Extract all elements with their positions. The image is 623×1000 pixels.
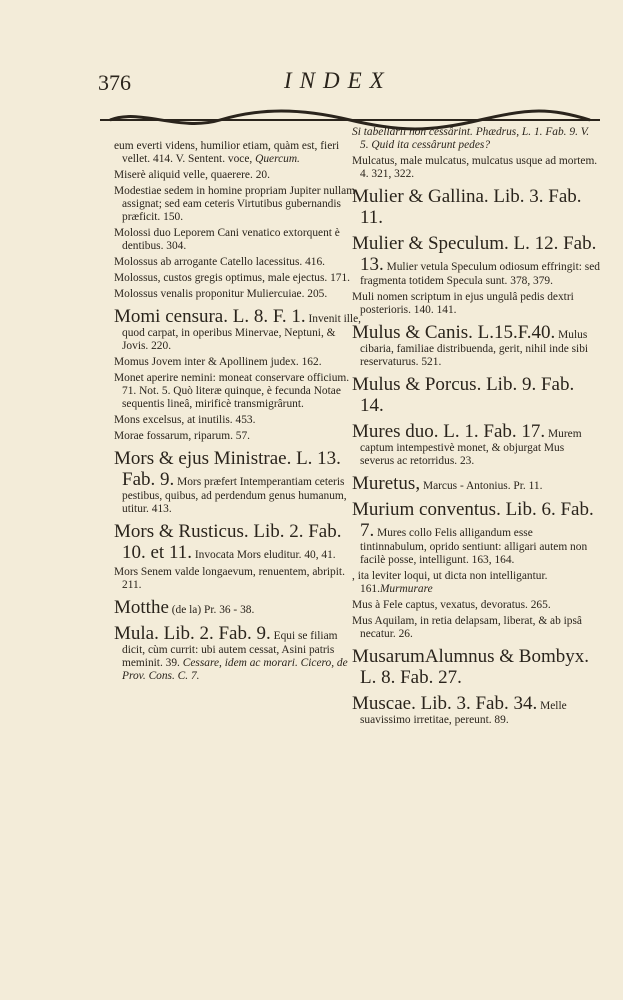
index-entry bbox=[352, 374, 600, 416]
index-entry bbox=[352, 473, 600, 494]
index-entry bbox=[114, 430, 362, 443]
entry-text: Muli nomen scriptum in ejus ungulâ pedis dextri posterioris. 140. 141. bbox=[352, 291, 574, 316]
entry-text: Mors præfert Intemperantiam ceteris pestibus, quibus, ad perdendum genus humanum, utitur. 413. bbox=[122, 476, 347, 515]
right-column bbox=[352, 126, 600, 730]
entry-italic: Cessare, idem ac morari. Cicero, de Prov. Cons. C. 7. bbox=[122, 657, 348, 682]
index-entry bbox=[352, 126, 600, 152]
index-entry bbox=[114, 597, 362, 618]
entry-text: , ita leviter loqui, ut dicta non intelligantur. 161. bbox=[352, 570, 548, 595]
entry-text: Mulcatus, male mulcatus, mulcatus usque ad mortem. 4. 321, 322. bbox=[352, 155, 598, 180]
entry-text: Mons excelsus, at inutilis. 453. bbox=[114, 414, 256, 426]
index-entry bbox=[352, 615, 600, 641]
entry-heading: Murium conventus. Lib. 6. Fab. 7. bbox=[352, 499, 594, 541]
index-entry bbox=[352, 599, 600, 612]
index-entry bbox=[352, 291, 600, 317]
left-column bbox=[114, 140, 362, 686]
index-entry bbox=[114, 169, 362, 182]
entry-text: Molossi duo Leporem Cani venatico extorquent è dentibus. 304. bbox=[114, 227, 340, 252]
entry-heading: Motthe bbox=[114, 597, 169, 618]
entry-text: Mures collo Felis alligandum esse tintinnabulum, oprido sentiunt: alligari autem non facilè posse, intelligunt. 163, 164. bbox=[360, 527, 588, 566]
index-entry bbox=[114, 227, 362, 253]
index-entry bbox=[114, 414, 362, 427]
entry-heading: Mulier & Gallina. Lib. 3. Fab. 11. bbox=[352, 186, 582, 228]
entry-heading: Mors & Rusticus. Lib. 2. Fab. 10. et 11. bbox=[114, 521, 342, 563]
entry-text: Mus Aquilam, in retia delapsam, liberat, & ab ipsâ necatur. 26. bbox=[352, 615, 582, 640]
index-entry bbox=[114, 140, 362, 166]
running-head: INDEX bbox=[284, 68, 392, 93]
entry-text: Marcus - Antonius. Pr. 11. bbox=[422, 480, 543, 492]
entry-italic: Murmurare bbox=[379, 583, 433, 595]
entry-heading: Mula. Lib. 2. Fab. 9. bbox=[114, 623, 271, 644]
entry-text: Miserè aliquid velle, quaerere. 20. bbox=[114, 169, 270, 181]
index-entry bbox=[352, 646, 600, 688]
entry-heading: Mors & ejus Ministrae. L. 13. Fab. 9. bbox=[114, 448, 341, 490]
index-entry bbox=[114, 372, 362, 411]
entry-text: Monet aperire nemini: moneat conservare officium. 71. Not. 5. Quò literæ quinque, è fecunda Notae sequentis lineâ, mirificè transmigrârunt. bbox=[114, 372, 350, 410]
entry-text: Murem captum intempestivè monet, & objurgat Mus severus ac retorridus. 23. bbox=[360, 428, 582, 467]
index-entry bbox=[352, 570, 600, 596]
index-entry bbox=[114, 448, 362, 516]
index-entry bbox=[352, 421, 600, 468]
entry-text: Mors Senem valde longaevum, renuentem, abripit. 211. bbox=[114, 566, 345, 591]
entry-text: Mulier vetula Speculum odiosum effringit: sed fragmenta totidem Specula sunt. 378, 379. bbox=[360, 261, 600, 287]
index-entry bbox=[114, 521, 362, 563]
index-entry bbox=[114, 306, 362, 353]
index-entry bbox=[352, 693, 600, 727]
index-entry bbox=[114, 566, 362, 592]
index-entry bbox=[352, 499, 600, 567]
index-entry bbox=[114, 272, 362, 285]
entry-heading: Mulier & Speculum. L. 12. Fab. 13. bbox=[352, 233, 597, 275]
entry-italic: Quercum. bbox=[255, 153, 300, 165]
entry-text: Invocata Mors eluditur. 40, 41. bbox=[194, 549, 336, 561]
index-entry bbox=[352, 233, 600, 288]
index-entry bbox=[352, 322, 600, 369]
entry-text: Mus à Fele captus, vexatus, devoratus. 265. bbox=[352, 599, 551, 611]
entry-heading: Mulus & Canis. L.15.F.40. bbox=[352, 322, 556, 343]
entry-heading: Mures duo. L. 1. Fab. 17. bbox=[352, 421, 546, 442]
entry-text: Invenit ille, quod carpat, in operibus Minervae, Neptuni, & Jovis. 220. bbox=[122, 313, 361, 352]
index-entry bbox=[114, 288, 362, 301]
entry-text: eum everti videns, humilior etiam, quàm est, fieri vellet. 414. V. Sentent. voce, bbox=[114, 140, 340, 165]
entry-italic: Si tabellarii non cessârint. Phædrus, L. 1. Fab. 9. V. 5. Quid ita cessârunt pedes? bbox=[352, 126, 590, 151]
entry-heading: Muscae. Lib. 3. Fab. 34. bbox=[352, 693, 538, 714]
entry-text: (de la) Pr. 36 - 38. bbox=[171, 604, 255, 616]
entry-heading: Muretus, bbox=[352, 473, 421, 494]
index-entry bbox=[352, 186, 600, 228]
entry-heading: Momi censura. L. 8. F. 1. bbox=[114, 306, 306, 327]
entry-text: Melle suavissimo irretitae, pereunt. 89. bbox=[360, 700, 567, 726]
entry-text: Equi se filiam dicit, cùm currit: ubi autem cessat, Asini patris meminit. 39. bbox=[122, 630, 338, 669]
index-entry bbox=[114, 256, 362, 269]
entry-text: Momus Jovem inter & Apollinem judex. 162. bbox=[114, 356, 322, 368]
index-entry bbox=[114, 356, 362, 369]
entry-text: Mulus cibaria, familiae distribuenda, gerit, nihil inde sibi reservaturus. 521. bbox=[360, 329, 589, 368]
entry-text: Molossus venalis proponitur Muliercuiae. 205. bbox=[114, 288, 328, 300]
page-number: 376 bbox=[98, 70, 131, 95]
entry-heading: Mulus & Porcus. Lib. 9. Fab. 14. bbox=[352, 374, 575, 416]
index-entry bbox=[114, 623, 362, 683]
entry-heading: MusarumAlumnus & Bombyx. L. 8. Fab. 27. bbox=[352, 646, 589, 688]
entry-text: Molossus ab arrogante Catello lacessitus. 416. bbox=[114, 256, 326, 268]
index-entry bbox=[352, 155, 600, 181]
entry-text: Molossus, custos gregis optimus, male ejectus. 171. bbox=[114, 272, 351, 284]
entry-text: Morae fossarum, riparum. 57. bbox=[114, 430, 251, 442]
entry-text: Modestiae sedem in homine propriam Jupiter nullam assignat; sed eam ceteris Virtutibus gubernandis præficit. 150. bbox=[114, 185, 356, 223]
index-entry bbox=[114, 185, 362, 224]
